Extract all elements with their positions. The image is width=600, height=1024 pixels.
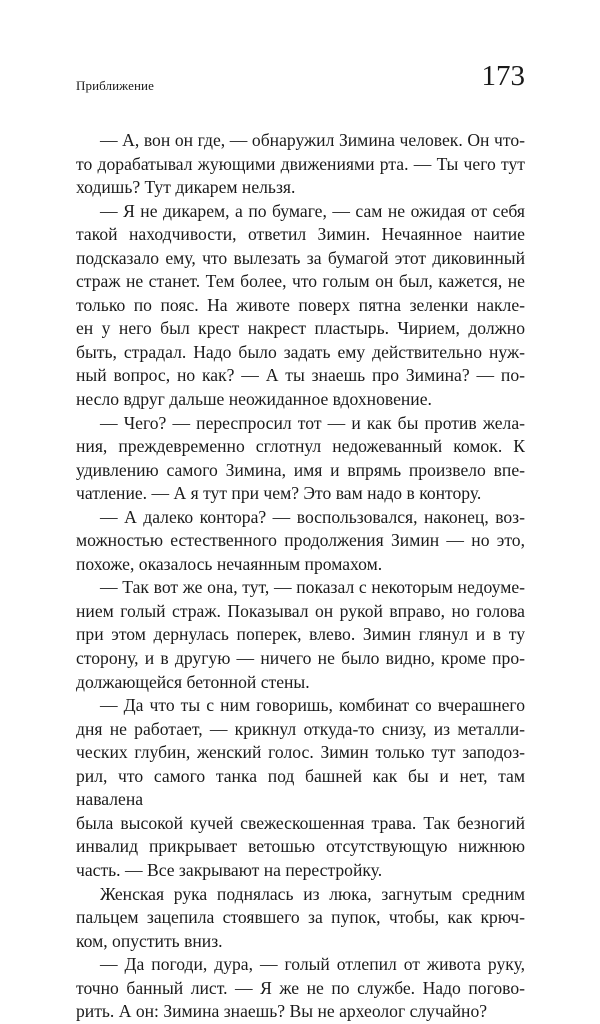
text-line: ния, преждевременно сглотнул недожеванный комок. К bbox=[76, 436, 525, 457]
paragraph bbox=[76, 953, 525, 1024]
text-line: — А, вон он где, — обнаружил Зимина человек. Он что- bbox=[100, 130, 525, 150]
text-line: инвалид прикрывает ветошью отсутствующую нижнюю bbox=[76, 836, 525, 857]
text-line: несло вдруг дальше неожиданное вдохновение. bbox=[76, 389, 432, 410]
body-text bbox=[76, 129, 525, 1024]
text-line: рил, что самого танка под башней как бы и нет, там навалена bbox=[76, 765, 525, 810]
text-line: была высокой кучей свежескошенная трава. Так безногий bbox=[76, 812, 525, 833]
paragraph bbox=[76, 412, 525, 506]
text-line: — Да погоди, дура, — голый отлепил от живота руку, bbox=[100, 954, 525, 975]
text-line: похоже, оказалось нечаянным промахом. bbox=[76, 553, 383, 574]
text-line: сторону, и в другую — ничего не было видно, кроме про- bbox=[76, 648, 525, 669]
text-line: нием голый страж. Показывал он рукой вправо, но голова bbox=[76, 600, 525, 621]
text-line: — Чего? — переспросил тот — и как бы против жела- bbox=[100, 412, 525, 433]
text-line: то дорабатывал жующими движениями рта. — Ты чего тут bbox=[76, 153, 525, 174]
text-line: ческих глубин, женский голос. Зимин только тут заподоз- bbox=[76, 742, 525, 763]
text-line: — А далеко контора? — воспользовался, наконец, воз- bbox=[100, 506, 525, 527]
text-line: Женская рука поднялась из люка, загнутым средним bbox=[100, 883, 525, 904]
page-number: 173 bbox=[481, 60, 525, 92]
text-line: дня не работает, — крикнул откуда-то снизу, из металли- bbox=[76, 718, 525, 739]
paragraph bbox=[76, 129, 525, 200]
text-line: страж не станет. Тем более, что голым он был, кажется, не bbox=[76, 271, 525, 292]
text-line: ен у него был крест накрест пластырь. Чирием, должно bbox=[76, 318, 525, 339]
text-line: — Так вот же она, тут, — показал с некоторым недоуме- bbox=[100, 577, 525, 598]
text-line: только по пояс. На животе поверх пятна зеленки наклe- bbox=[76, 294, 525, 315]
text-line: должающейся бетонной стены. bbox=[76, 671, 310, 692]
text-line: при этом дернулась поперек, влево. Зимин глянул и в ту bbox=[76, 624, 525, 645]
paragraph bbox=[76, 694, 525, 882]
text-line: точно банный лист. — Я же не по службе. Надо погово- bbox=[76, 977, 525, 998]
text-line: быть, страдал. Надо было задать ему действительно нуж- bbox=[76, 341, 525, 362]
text-line: удивлению самого Зимина, имя и впрямь произвело впе- bbox=[76, 459, 525, 480]
paragraph bbox=[76, 576, 525, 694]
text-line: часть. — Все закрывают на перестройку. bbox=[76, 859, 383, 880]
text-line: ный вопрос, но как? — А ты знаешь про Зимина? — по- bbox=[76, 365, 525, 386]
paragraph bbox=[76, 506, 525, 577]
text-line: такой находчивости, ответил Зимин. Нечаянное наитие bbox=[76, 224, 525, 245]
text-line: — Я не дикарем, а по бумаге, — сам не ожидая от себя bbox=[100, 200, 525, 221]
paragraph bbox=[76, 200, 525, 412]
text-line: чатление. — А я тут при чем? Это вам надо в контору. bbox=[76, 483, 482, 504]
text-line: можностью естественного продолжения Зимин — но это, bbox=[76, 530, 525, 551]
text-line: ходишь? Тут дикарем нельзя. bbox=[76, 177, 296, 198]
running-header-title: Приближение bbox=[76, 78, 154, 93]
text-line: ком, опустить вниз. bbox=[76, 930, 223, 951]
text-line: рить. А он: Зимина знаешь? Вы не археолог случайно? bbox=[76, 1001, 488, 1022]
text-line: — Да что ты с ним говоришь, комбинат со вчерашнего bbox=[100, 695, 525, 716]
text-line: подсказало ему, что вылезать за бумагой этот диковинный bbox=[76, 247, 525, 268]
paragraph bbox=[76, 883, 525, 954]
text-line: пальцем зацепила стоявшего за пупок, чтобы, как крюч- bbox=[76, 907, 525, 928]
